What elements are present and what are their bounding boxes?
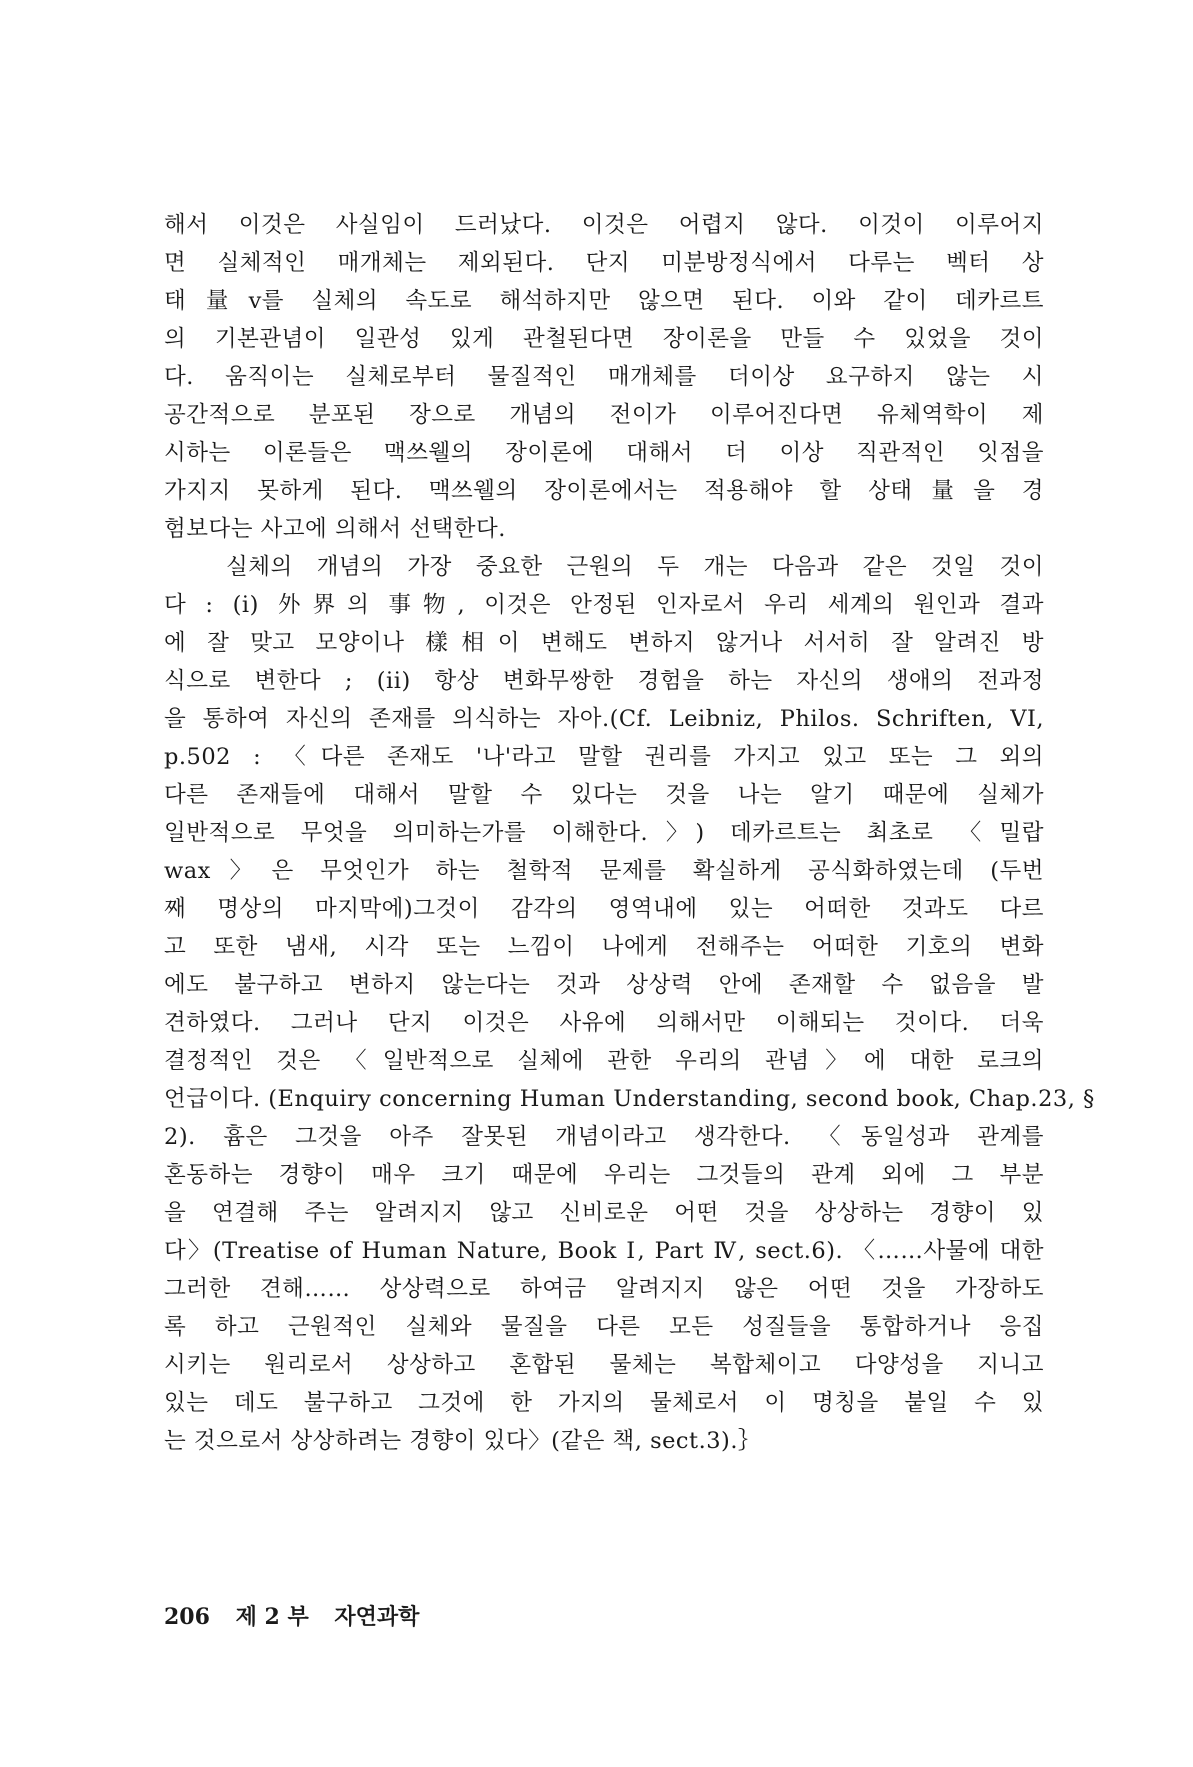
text-line: 실체의 개념의 가장 중요한 근원의 두 개는 다음과 같은 것일 것이 bbox=[226, 554, 1044, 580]
text-line: 공간적으로 분포된 장으로 개념의 전이가 이루어진다면 유체역학이 제 bbox=[164, 402, 1044, 428]
text-line: 다 : (i) 外界의 事物, 이것은 안정된 인자로서 우리 세계의 원인과 결과 bbox=[164, 592, 1044, 618]
text-line: 언급이다. (Enquiry concerning Human Understanding, second book, Chap.23, § bbox=[164, 1086, 1095, 1112]
text-line: 그러한 견해…… 상상력으로 하여금 알려지지 않은 어떤 것을 가장하도 bbox=[164, 1276, 1044, 1302]
text-line: 록 하고 근원적인 실체와 물질을 다른 모든 성질들을 통합하거나 응집 bbox=[164, 1314, 1044, 1340]
part-label: 제 2 부 bbox=[235, 1604, 309, 1630]
text-line: 에도 불구하고 변하지 않는다는 것과 상상력 안에 존재할 수 없음을 발 bbox=[164, 972, 1044, 998]
text-line: 다른 존재들에 대해서 말할 수 있다는 것을 나는 알기 때문에 실체가 bbox=[164, 782, 1044, 808]
text-line: 식으로 변한다 ; (ii) 항상 변화무쌍한 경험을 하는 자신의 생애의 전과정 bbox=[164, 668, 1044, 694]
text-line: 을 연결해 주는 알려지지 않고 신비로운 어떤 것을 상상하는 경향이 있 bbox=[164, 1200, 1044, 1226]
text-line: 는 것으로서 상상하려는 경향이 있다〉(같은 책, sect.3).｝ bbox=[164, 1428, 761, 1454]
text-line: 가지지 못하게 된다. 맥쓰웰의 장이론에서는 적용해야 할 상태量을 경 bbox=[164, 478, 1044, 504]
text-line: 시하는 이론들은 맥쓰웰의 장이론에 대해서 더 이상 직관적인 잇점을 bbox=[164, 440, 1044, 466]
text-line: 면 실체적인 매개체는 제외된다. 단지 미분방정식에서 다루는 벡터 상 bbox=[164, 250, 1044, 276]
text-line: 해서 이것은 사실임이 드러났다. 이것은 어렵지 않다. 이것이 이루어지 bbox=[164, 212, 1044, 238]
text-line: 에 잘 맞고 모양이나 樣相이 변해도 변하지 않거나 서서히 잘 알려진 방 bbox=[164, 630, 1044, 656]
text-line: 일반적으로 무엇을 의미하는가를 이해한다.〉) 데카르트는 최초로 〈밀랍 bbox=[164, 820, 1044, 846]
text-line: 태量v를 실체의 속도로 해석하지만 않으면 된다. 이와 같이 데카르트 bbox=[164, 288, 1044, 314]
text-line: 결정적인 것은 〈일반적으로 실체에 관한 우리의 관념〉에 대한 로크의 bbox=[164, 1048, 1044, 1074]
text-line: 의 기본관념이 일관성 있게 관철된다면 장이론을 만들 수 있었을 것이 bbox=[164, 326, 1044, 352]
text-line: 2). 흄은 그것을 아주 잘못된 개념이라고 생각한다. 〈동일성과 관계를 bbox=[164, 1124, 1044, 1150]
page-footer bbox=[164, 1600, 437, 1631]
text-line: 다〉(Treatise of Human Nature, Book Ⅰ, Part Ⅳ, sect.6). 〈……사물에 대한 bbox=[164, 1238, 1044, 1264]
text-line: 험보다는 사고에 의해서 선택한다. bbox=[164, 516, 506, 542]
paragraph-2 bbox=[164, 548, 1095, 1460]
text-line: 을 통하여 자신의 존재를 의식하는 자아.(Cf. Leibniz, Philos. Schriften, VI, bbox=[164, 706, 1044, 732]
text-line: 째 명상의 마지막에)그것이 감각의 영역내에 있는 어떠한 것과도 다르 bbox=[164, 896, 1044, 922]
text-line: 혼동하는 경향이 매우 크기 때문에 우리는 그것들의 관계 외에 그 부분 bbox=[164, 1162, 1044, 1188]
body-text bbox=[164, 206, 1095, 1460]
paragraph-1 bbox=[164, 206, 1044, 548]
text-line: 시키는 원리로서 상상하고 혼합된 물체는 복합체이고 다양성을 지니고 bbox=[164, 1352, 1044, 1378]
text-line: 있는 데도 불구하고 그것에 한 가지의 물체로서 이 명칭을 붙일 수 있 bbox=[164, 1390, 1044, 1416]
text-line: 견하였다. 그러나 단지 이것은 사유에 의해서만 이해되는 것이다. 더욱 bbox=[164, 1010, 1044, 1036]
page-number: 206 bbox=[164, 1604, 210, 1630]
section-title: 자연과학 bbox=[334, 1604, 420, 1630]
text-line: 고 또한 냄새, 시각 또는 느낌이 나에게 전해주는 어떠한 기호의 변화 bbox=[164, 934, 1044, 960]
text-line: 다. 움직이는 실체로부터 물질적인 매개체를 더이상 요구하지 않는 시 bbox=[164, 364, 1044, 390]
text-line: wax〉은 무엇인가 하는 철학적 문제를 확실하게 공식화하였는데 (두번 bbox=[164, 858, 1044, 884]
text-line: p.502 : 〈다른 존재도 '나'라고 말할 권리를 가지고 있고 또는 그 외의 bbox=[164, 744, 1044, 770]
